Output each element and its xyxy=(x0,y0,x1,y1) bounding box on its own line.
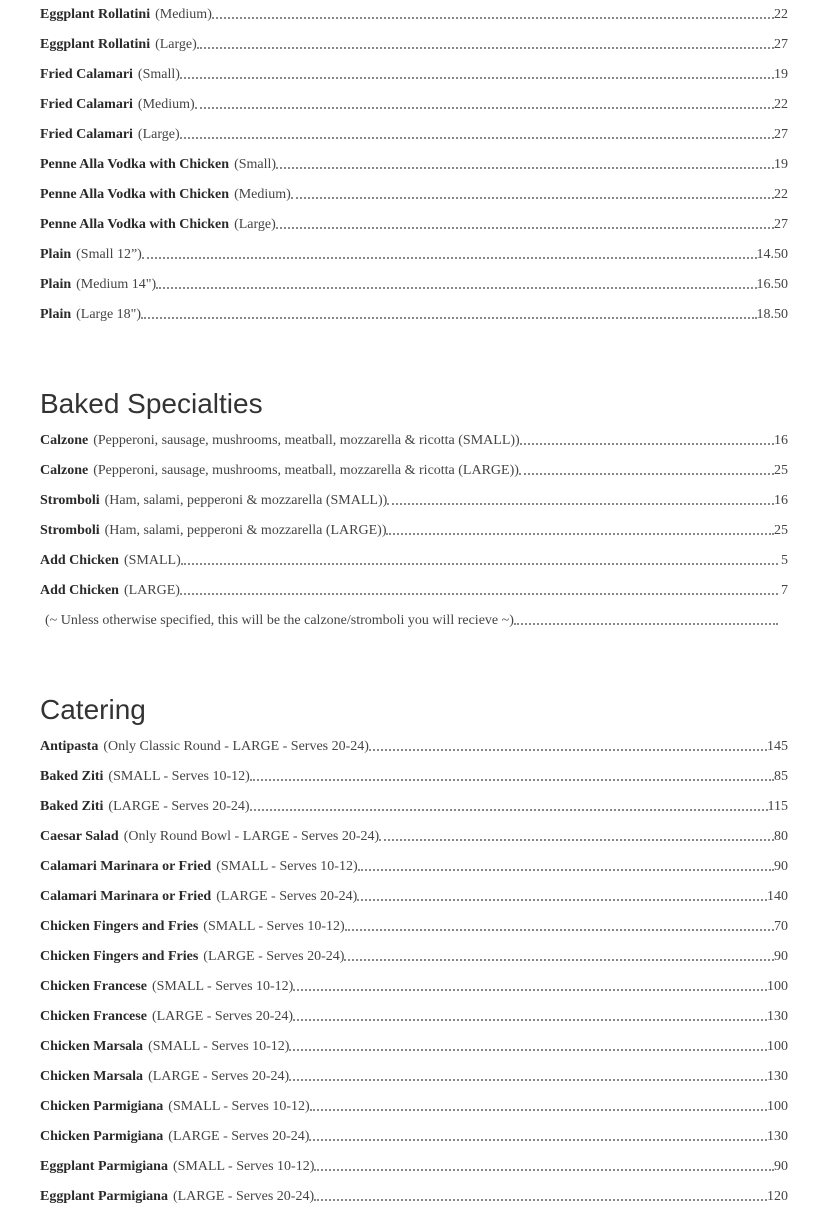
item-price: 18.50 xyxy=(756,307,788,322)
item-name: Chicken Francese xyxy=(40,979,147,994)
menu-item xyxy=(40,267,788,297)
item-name: Chicken Parmigiana xyxy=(40,1129,164,1144)
item-description: (Medium) xyxy=(155,7,212,22)
item-description: (Ham, salami, pepperoni & mozzarella (SMALL)) xyxy=(104,493,388,508)
item-name: Calzone xyxy=(40,433,89,448)
item-description: (SMALL - Serves 10-12) xyxy=(172,1159,315,1174)
item-description: (LARGE - Serves 20-24) xyxy=(148,1069,290,1084)
dotted-leader xyxy=(357,899,767,901)
item-name: Penne Alla Vodka with Chicken xyxy=(40,187,230,202)
item-price: 27 xyxy=(774,217,788,232)
item-price: 19 xyxy=(774,157,788,172)
menu-item xyxy=(40,483,788,513)
dotted-leader xyxy=(195,107,774,109)
note-text: (~ Unless otherwise specified, this will be the calzone/stromboli you will recieve ~) xyxy=(45,613,514,628)
item-name: Fried Calamari xyxy=(40,97,133,112)
item-name: Eggplant Parmigiana xyxy=(40,1159,168,1174)
dotted-leader xyxy=(276,167,774,169)
item-description: (LARGE) xyxy=(123,583,180,598)
item-name: Plain xyxy=(40,277,72,292)
item-price: 130 xyxy=(767,1129,788,1144)
item-name: Eggplant Rollatini xyxy=(40,7,151,22)
item-price: 7 xyxy=(781,583,788,598)
item-price: 22 xyxy=(774,7,788,22)
dotted-leader xyxy=(309,1139,767,1141)
menu-item xyxy=(40,819,788,849)
menu-item xyxy=(40,1119,788,1149)
item-price: 25 xyxy=(774,523,788,538)
item-name: Calamari Marinara or Fried xyxy=(40,859,212,874)
item-description: (LARGE - Serves 20-24) xyxy=(151,1009,294,1024)
dotted-leader xyxy=(212,17,774,19)
item-price: 14.50 xyxy=(756,247,788,262)
dotted-leader xyxy=(314,1169,774,1171)
dotted-leader xyxy=(250,809,768,811)
item-description: (Pepperoni, sausage, mushrooms, meatball, mozzarella & ricotta (LARGE)) xyxy=(93,463,519,478)
dotted-leader xyxy=(387,503,774,505)
dotted-leader xyxy=(293,1019,767,1021)
menu-item xyxy=(40,573,788,603)
menu-item xyxy=(40,1029,788,1059)
menu-item xyxy=(40,207,788,237)
item-name: Add Chicken xyxy=(40,553,119,568)
dotted-leader xyxy=(181,563,778,565)
item-name: Caesar Salad xyxy=(40,829,119,844)
item-price: 70 xyxy=(774,919,788,934)
item-price: 27 xyxy=(774,37,788,52)
item-name: Calzone xyxy=(40,463,89,478)
menu-note xyxy=(40,603,788,633)
dotted-leader xyxy=(180,77,774,79)
dotted-leader xyxy=(156,287,756,289)
section-title: Baked Specialties xyxy=(40,388,263,419)
menu-item xyxy=(40,1089,788,1119)
dotted-leader xyxy=(291,197,774,199)
section-continued xyxy=(40,0,788,327)
item-price: 25 xyxy=(774,463,788,478)
item-price: 5 xyxy=(781,553,788,568)
dotted-leader xyxy=(180,137,774,139)
item-description: (SMALL - Serves 10-12) xyxy=(148,1039,290,1054)
item-price: 140 xyxy=(767,889,788,904)
item-price: 19 xyxy=(774,67,788,82)
item-price: 145 xyxy=(767,739,788,754)
menu-item xyxy=(40,879,788,909)
item-description: (LARGE - Serves 20-24) xyxy=(108,799,250,814)
item-description: (Ham, salami, pepperoni & mozzarella (LARGE)) xyxy=(104,523,387,538)
dotted-leader xyxy=(344,959,774,961)
dotted-leader xyxy=(519,473,774,475)
menu-item xyxy=(40,1149,788,1179)
dotted-leader xyxy=(276,227,774,229)
item-description: (Large 18") xyxy=(76,307,142,322)
menu-item xyxy=(40,27,788,57)
item-description: (Medium) xyxy=(234,187,291,202)
menu-item xyxy=(40,759,788,789)
item-price: 16 xyxy=(774,433,788,448)
menu-item xyxy=(40,0,788,27)
item-price: 90 xyxy=(774,949,788,964)
item-price: 27 xyxy=(774,127,788,142)
dotted-leader xyxy=(369,749,767,751)
item-description: (SMALL - Serves 10-12) xyxy=(108,769,250,784)
item-price: 90 xyxy=(774,859,788,874)
item-price: 130 xyxy=(767,1069,788,1084)
item-description: (Large) xyxy=(155,37,197,52)
item-price: 100 xyxy=(767,1039,788,1054)
item-name: Penne Alla Vodka with Chicken xyxy=(40,157,230,172)
item-description: (Pepperoni, sausage, mushrooms, meatball, mozzarella & ricotta (SMALL)) xyxy=(93,433,520,448)
dotted-leader xyxy=(250,779,774,781)
item-price: 16.50 xyxy=(756,277,788,292)
item-name: Plain xyxy=(40,247,72,262)
item-description: (SMALL) xyxy=(123,553,181,568)
item-price: 90 xyxy=(774,1159,788,1174)
menu-item xyxy=(40,543,788,573)
item-description: (SMALL - Serves 10-12) xyxy=(216,859,358,874)
dotted-leader xyxy=(314,1199,767,1201)
dotted-leader xyxy=(520,443,774,445)
dotted-leader xyxy=(180,593,778,595)
item-description: (Only Classic Round - LARGE - Serves 20-24) xyxy=(103,739,369,754)
menu-item xyxy=(40,939,788,969)
item-description: (LARGE - Serves 20-24) xyxy=(216,889,358,904)
item-name: Chicken Marsala xyxy=(40,1069,144,1084)
menu-item xyxy=(40,513,788,543)
item-name: Fried Calamari xyxy=(40,127,133,142)
item-name: Chicken Francese xyxy=(40,1009,147,1024)
item-description: (LARGE - Serves 20-24) xyxy=(203,949,345,964)
item-description: (SMALL - Serves 10-12) xyxy=(151,979,294,994)
menu-item xyxy=(40,453,788,483)
menu-item xyxy=(40,237,788,267)
item-description: (SMALL - Serves 10-12) xyxy=(203,919,345,934)
item-description: (Small) xyxy=(234,157,277,172)
item-price: 16 xyxy=(774,493,788,508)
section-title: Catering xyxy=(40,694,146,725)
item-name: Penne Alla Vodka with Chicken xyxy=(40,217,230,232)
item-description: (Large) xyxy=(234,217,276,232)
menu-item xyxy=(40,729,788,759)
item-description: (Medium) xyxy=(137,97,195,112)
menu-item xyxy=(40,909,788,939)
item-name: Eggplant Rollatini xyxy=(40,37,151,52)
dotted-leader xyxy=(289,1079,767,1081)
item-name: Chicken Fingers and Fries xyxy=(40,919,199,934)
item-description: (Small 12”) xyxy=(76,247,142,262)
menu-item xyxy=(40,147,788,177)
dotted-leader xyxy=(514,623,778,625)
item-price: 115 xyxy=(767,799,788,814)
item-description: (Only Round Bowl - LARGE - Serves 20-24) xyxy=(123,829,380,844)
item-name: Baked Ziti xyxy=(40,799,104,814)
dotted-leader xyxy=(379,839,774,841)
item-name: Stromboli xyxy=(40,493,100,508)
item-name: Plain xyxy=(40,307,72,322)
item-description: (Small) xyxy=(137,67,180,82)
menu-item xyxy=(40,57,788,87)
dotted-leader xyxy=(358,869,774,871)
item-price: 80 xyxy=(774,829,788,844)
dotted-leader xyxy=(289,1049,767,1051)
dotted-leader xyxy=(345,929,774,931)
item-name: Baked Ziti xyxy=(40,769,104,784)
section-catering xyxy=(40,691,788,1209)
dotted-leader xyxy=(386,533,774,535)
item-name: Add Chicken xyxy=(40,583,119,598)
menu-item xyxy=(40,849,788,879)
item-name: Eggplant Parmigiana xyxy=(40,1189,168,1204)
menu-item xyxy=(40,789,788,819)
menu-item xyxy=(40,87,788,117)
section-baked-specialties xyxy=(40,385,788,633)
menu-item xyxy=(40,423,788,453)
menu-item xyxy=(40,117,788,147)
item-description: (LARGE - Serves 20-24) xyxy=(168,1129,310,1144)
menu-item xyxy=(40,999,788,1029)
item-name: Fried Calamari xyxy=(40,67,133,82)
menu-item xyxy=(40,1059,788,1089)
item-description: (Medium 14") xyxy=(76,277,157,292)
dotted-leader xyxy=(293,989,767,991)
item-description: (Large) xyxy=(137,127,180,142)
item-price: 100 xyxy=(767,1099,788,1114)
item-price: 100 xyxy=(767,979,788,994)
dotted-leader xyxy=(310,1109,767,1111)
item-price: 22 xyxy=(774,97,788,112)
menu-item xyxy=(40,177,788,207)
menu-item xyxy=(40,1179,788,1209)
item-price: 120 xyxy=(767,1189,788,1204)
item-name: Chicken Parmigiana xyxy=(40,1099,164,1114)
menu-item xyxy=(40,297,788,327)
dotted-leader xyxy=(142,257,757,259)
item-description: (SMALL - Serves 10-12) xyxy=(168,1099,310,1114)
item-name: Chicken Fingers and Fries xyxy=(40,949,199,964)
item-name: Chicken Marsala xyxy=(40,1039,144,1054)
item-name: Antipasta xyxy=(40,739,99,754)
menu-item xyxy=(40,969,788,999)
dotted-leader xyxy=(141,317,756,319)
item-name: Calamari Marinara or Fried xyxy=(40,889,212,904)
item-price: 22 xyxy=(774,187,788,202)
item-description: (LARGE - Serves 20-24) xyxy=(172,1189,315,1204)
item-price: 130 xyxy=(767,1009,788,1024)
menu xyxy=(40,0,788,1209)
item-price: 85 xyxy=(774,769,788,784)
dotted-leader xyxy=(197,47,774,49)
item-name: Stromboli xyxy=(40,523,100,538)
